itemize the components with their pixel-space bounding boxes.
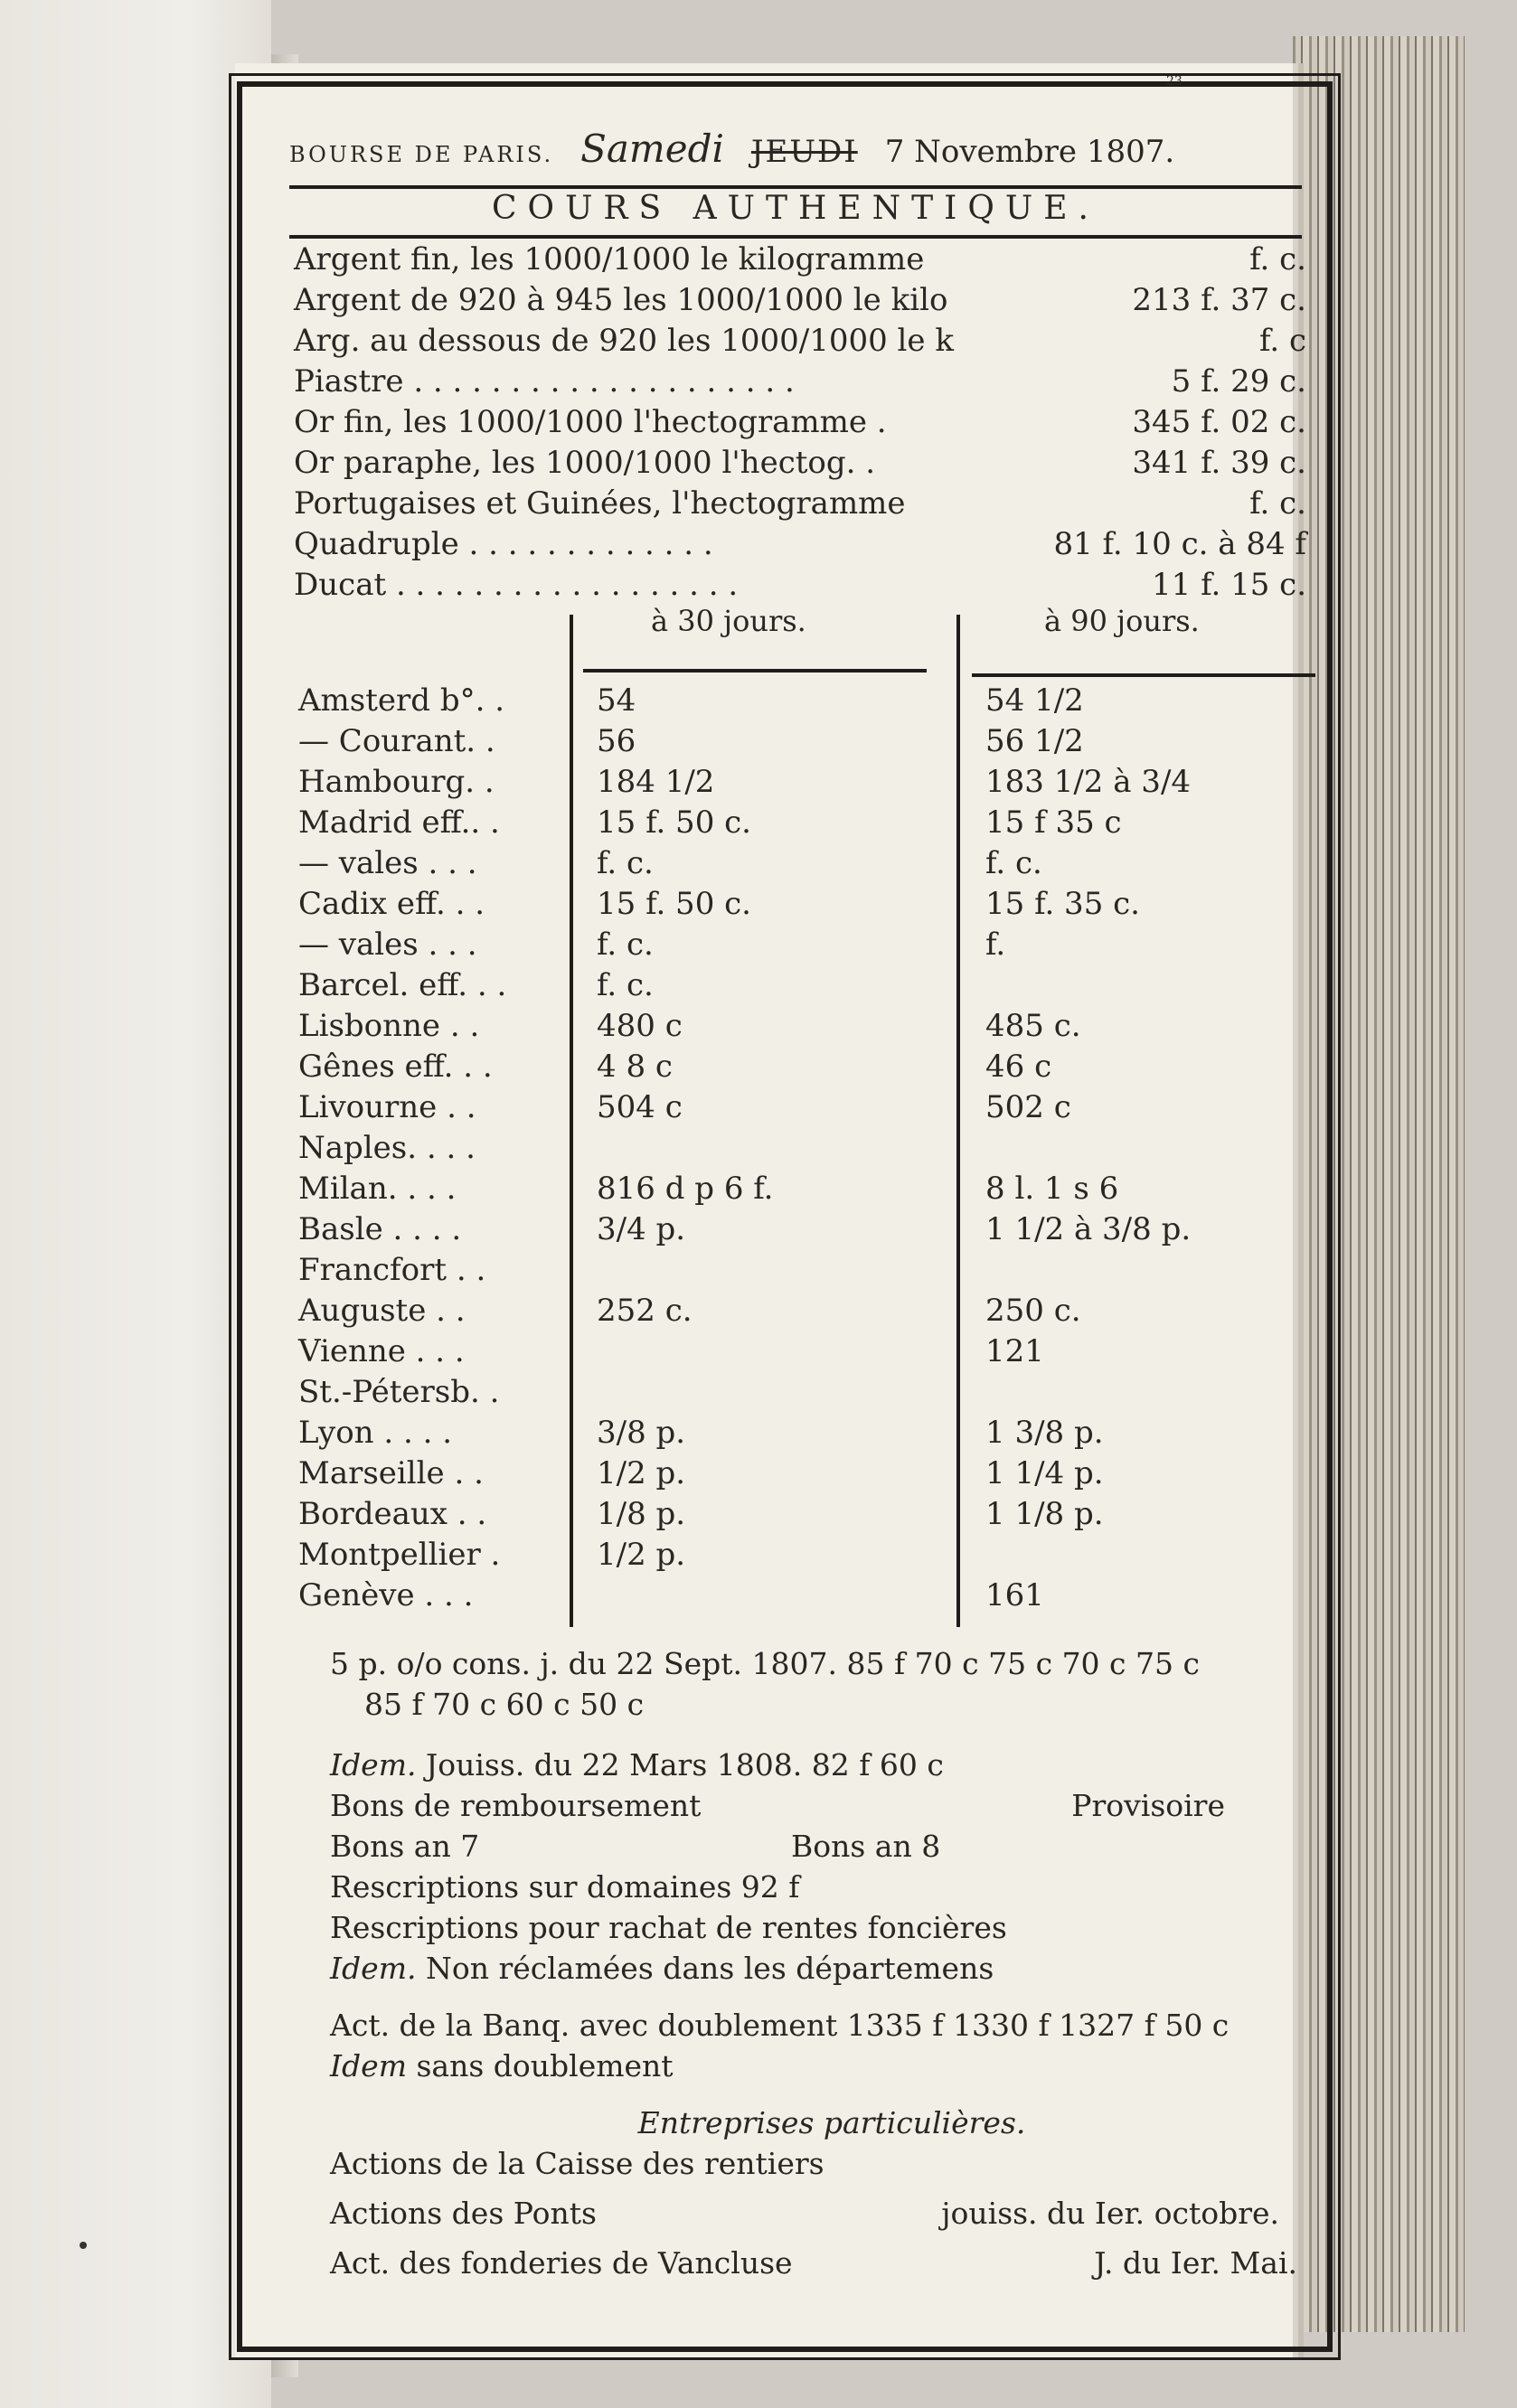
metal-label: Argent de 920 à 945 les 1000/1000 le kilo <box>294 282 948 318</box>
metal-label: Or fin, les 1000/1000 l'hectogramme . <box>294 404 887 440</box>
handwritten-day: Samedi <box>580 127 724 171</box>
rule-90 <box>972 673 1315 677</box>
exchange-table <box>298 681 1311 1616</box>
metal-label: Portugaises et Guinées, l'hectogramme <box>294 485 906 522</box>
exchange-row <box>298 1494 1311 1535</box>
exchange-30-days: 252 c. <box>597 1293 693 1329</box>
idem-non-label: Idem. <box>330 1951 417 1986</box>
metal-row <box>294 524 1306 565</box>
exchange-row <box>298 1047 1311 1087</box>
header-rule <box>289 185 1302 189</box>
bons-an-8: Bons an 8 <box>791 1829 941 1864</box>
idem-non-reclamees: Non réclamées dans les départemens <box>425 1951 994 1986</box>
exchange-place: Bordeaux . . <box>298 1496 487 1532</box>
metal-label: Argent fin, les 1000/1000 le kilogramme <box>294 241 925 277</box>
exchange-90-days: 161 <box>985 1577 1044 1613</box>
bourse-label: BOURSE DE PARIS. <box>289 142 554 167</box>
speck <box>80 2242 87 2249</box>
exchange-place: Milan. . . . <box>298 1171 457 1207</box>
page-number: 23 <box>1166 74 1183 89</box>
exchange-row <box>298 803 1311 843</box>
exchange-90-days: 1 1/4 p. <box>985 1455 1104 1491</box>
struck-day: JEUDI <box>750 134 858 170</box>
metal-label: Ducat . . . . . . . . . . . . . . . . . . <box>294 567 739 603</box>
exchange-row <box>298 721 1311 762</box>
exchange-place: Gênes eff. . . <box>298 1049 493 1085</box>
exchange-place: Auguste . . <box>298 1293 466 1329</box>
exchange-place: Cadix eff. . . <box>298 886 485 922</box>
exchange-90-days <box>985 965 1311 1006</box>
exchange-row <box>298 1372 1311 1413</box>
exchange-90-days: f. c. <box>985 845 1042 881</box>
exchange-place: Lyon . . . . <box>298 1415 453 1451</box>
exchange-place: St.-Pétersb. . <box>298 1374 500 1410</box>
metal-label: Piastre . . . . . . . . . . . . . . . . . . . . <box>294 363 795 400</box>
exchange-30-days: 56 <box>597 723 636 759</box>
fonderies-jouiss: J. du Ier. Mai. <box>1094 2245 1297 2281</box>
metal-row <box>294 240 1306 280</box>
title-rule <box>289 235 1302 239</box>
exchange-30-days: f. c. <box>597 967 654 1003</box>
exchange-90-days: 502 c <box>985 1089 1071 1125</box>
exchange-90-days <box>985 1535 1311 1576</box>
exchange-90-days: 250 c. <box>985 1293 1081 1329</box>
exchange-90-days: 56 1/2 <box>985 723 1084 759</box>
metal-row <box>294 402 1306 443</box>
exchange-place: Lisbonne . . <box>298 1008 480 1044</box>
cons-line-2: 85 f 70 c 60 c 50 c <box>364 1687 645 1722</box>
metals-table <box>294 240 1306 606</box>
exchange-90-days <box>985 1372 1311 1413</box>
exchange-30-days <box>561 1331 985 1372</box>
exchange-30-days <box>561 1128 985 1169</box>
exchange-90-days <box>985 1128 1311 1169</box>
exchange-place: Amsterd b°. . <box>298 682 505 719</box>
header-90-days: à 90 jours. <box>1044 604 1200 638</box>
exchange-place: Livourne . . <box>298 1089 476 1125</box>
metal-row <box>294 321 1306 362</box>
exchange-place: Francfort . . <box>298 1252 486 1288</box>
metal-value: 81 f. 10 c. à 84 f <box>1053 526 1306 562</box>
exchange-row <box>298 681 1311 721</box>
caisse-rentiers: Actions de la Caisse des rentiers <box>330 2146 824 2181</box>
exchange-30-days: 3/8 p. <box>597 1415 686 1451</box>
metal-label: Quadruple . . . . . . . . . . . . . <box>294 526 713 562</box>
exchange-30-days <box>561 1250 985 1291</box>
metal-row <box>294 280 1306 321</box>
exchange-row <box>298 884 1311 925</box>
exchange-place: — vales . . . <box>298 927 477 963</box>
idem-jouiss: Jouiss. du 22 Mars 1808. 82 f 60 c <box>425 1747 944 1782</box>
metal-value: 213 f. 37 c. <box>1132 282 1306 318</box>
exchange-30-days: 1/2 p. <box>597 1537 686 1573</box>
exchange-90-days <box>985 1250 1311 1291</box>
page-title: COURS AUTHENTIQUE. <box>492 190 1099 227</box>
metal-value: 345 f. 02 c. <box>1132 404 1306 440</box>
provisoire: Provisoire <box>1071 1788 1225 1823</box>
metal-value: f. c <box>1258 323 1306 359</box>
idem-jouiss-label: Idem. <box>330 1747 417 1782</box>
exchange-90-days: 1 3/8 p. <box>985 1415 1104 1451</box>
facing-blank-page <box>0 0 271 2408</box>
exchange-90-days: 485 c. <box>985 1008 1081 1044</box>
exchange-30-days: 504 c <box>597 1089 683 1125</box>
exchange-row <box>298 1209 1311 1250</box>
header-line <box>289 127 1284 181</box>
date: 7 Novembre 1807. <box>884 134 1175 170</box>
exchange-place: Vienne . . . <box>298 1333 465 1369</box>
exchange-row <box>298 1576 1311 1616</box>
exchange-row <box>298 1331 1311 1372</box>
exchange-row <box>298 762 1311 803</box>
exchange-30-days: 1/2 p. <box>597 1455 686 1491</box>
metal-value: 5 f. 29 c. <box>1171 363 1306 400</box>
exchange-place: Naples. . . . <box>298 1130 476 1166</box>
exchange-30-days: 15 f. 50 c. <box>597 886 751 922</box>
exchange-90-days: f. <box>985 927 1006 963</box>
bons-an-7: Bons an 7 <box>330 1829 480 1864</box>
metal-value: 341 f. 39 c. <box>1132 445 1306 481</box>
exchange-row <box>298 925 1311 965</box>
rule-30 <box>583 669 927 673</box>
exchange-30-days: 480 c <box>597 1008 683 1044</box>
exchange-90-days: 8 l. 1 s 6 <box>985 1171 1119 1207</box>
exchange-30-days <box>561 1576 985 1616</box>
fonderies-vancluse: Act. des fonderies de Vancluse <box>330 2245 793 2281</box>
rescriptions-rachat: Rescriptions pour rachat de rentes foncières <box>330 1910 1007 1945</box>
exchange-30-days: f. c. <box>597 845 654 881</box>
exchange-90-days: 183 1/2 à 3/4 <box>985 764 1192 800</box>
metal-row <box>294 484 1306 524</box>
exchange-30-days: 15 f. 50 c. <box>597 804 751 841</box>
exchange-row <box>298 965 1311 1006</box>
idem-sans-doublement: sans doublement <box>416 2048 674 2083</box>
metal-value: f. c. <box>1249 485 1306 522</box>
exchange-row <box>298 1453 1311 1494</box>
bons-remboursement: Bons de remboursement <box>330 1788 702 1823</box>
exchange-row <box>298 843 1311 884</box>
exchange-30-days: f. c. <box>597 927 654 963</box>
exchange-place: — vales . . . <box>298 845 477 881</box>
metal-label: Or paraphe, les 1000/1000 l'hectog. . <box>294 445 876 481</box>
metal-value: f. c. <box>1249 241 1306 277</box>
metal-label: Arg. au dessous de 920 les 1000/1000 le k <box>294 323 954 359</box>
exchange-30-days: 184 1/2 <box>597 764 715 800</box>
exchange-place: Basle . . . . <box>298 1211 462 1247</box>
exchange-30-days: 54 <box>597 682 636 719</box>
exchange-row <box>298 1535 1311 1576</box>
exchange-place: — Courant. . <box>298 723 495 759</box>
exchange-row <box>298 1006 1311 1047</box>
exchange-row <box>298 1087 1311 1128</box>
exchange-90-days: 121 <box>985 1333 1044 1369</box>
exchange-row <box>298 1128 1311 1169</box>
exchange-90-days: 1 1/2 à 3/8 p. <box>985 1211 1192 1247</box>
metal-row <box>294 362 1306 402</box>
header-30-days: à 30 jours. <box>651 604 806 638</box>
exchange-90-days: 15 f 35 c <box>985 804 1122 841</box>
cons-line-1: 5 p. o/o cons. j. du 22 Sept. 1807. 85 f 70 c 75 c 70 c 75 c <box>330 1646 1200 1681</box>
exchange-30-days: 816 d p 6 f. <box>597 1171 774 1207</box>
exchange-30-days: 4 8 c <box>597 1049 673 1085</box>
exchange-30-days <box>561 1372 985 1413</box>
exchange-90-days: 15 f. 35 c. <box>985 886 1140 922</box>
exchange-place: Genève . . . <box>298 1577 474 1613</box>
exchange-30-days: 1/8 p. <box>597 1496 686 1532</box>
ponts-jouiss: jouiss. du Ier. octobre. <box>941 2196 1279 2231</box>
rescriptions-domaines: Rescriptions sur domaines 92 f <box>330 1869 800 1905</box>
exchange-row <box>298 1250 1311 1291</box>
actions-ponts: Actions des Ponts <box>330 2196 597 2231</box>
rentes-section <box>330 1643 1333 2283</box>
exchange-place: Marseille . . <box>298 1455 484 1491</box>
metal-value: 11 f. 15 c. <box>1152 567 1306 603</box>
exchange-place: Barcel. eff. . . <box>298 967 507 1003</box>
exchange-90-days: 46 c <box>985 1049 1052 1085</box>
metal-row <box>294 443 1306 484</box>
exchange-row <box>298 1291 1311 1331</box>
entreprises-heading: Entreprises particulières. <box>637 2105 1026 2140</box>
exchange-place: Madrid eff.. . <box>298 804 500 841</box>
exchange-row <box>298 1413 1311 1453</box>
banque-actions: Act. de la Banq. avec doublement 1335 f 1330 f 1327 f 50 c <box>330 2008 1230 2043</box>
exchange-30-days: 3/4 p. <box>597 1211 686 1247</box>
exchange-place: Montpellier . <box>298 1537 501 1573</box>
metal-row <box>294 565 1306 606</box>
exchange-90-days: 54 1/2 <box>985 682 1084 719</box>
exchange-row <box>298 1169 1311 1209</box>
exchange-90-days: 1 1/8 p. <box>985 1496 1104 1532</box>
exchange-place: Hambourg. . <box>298 764 495 800</box>
idem-sans-label: Idem <box>330 2048 407 2083</box>
